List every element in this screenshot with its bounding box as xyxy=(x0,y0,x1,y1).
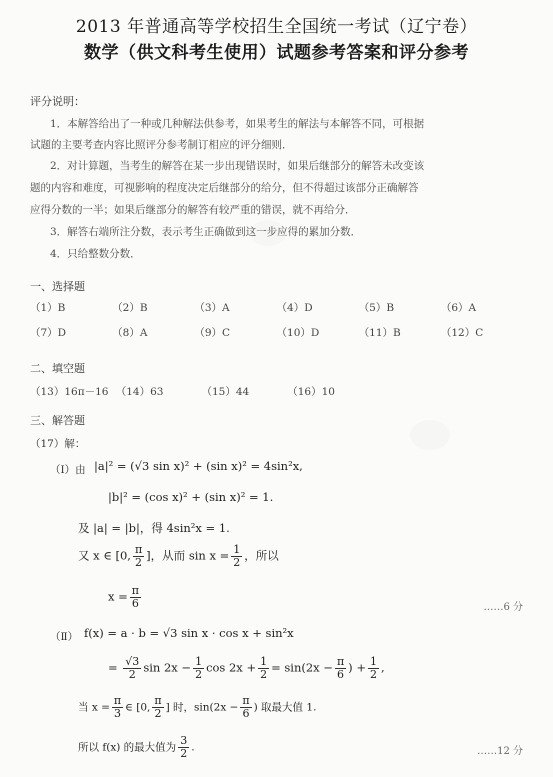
note-4: 4．只给整数分数． xyxy=(50,248,141,260)
answer-3: （3）A xyxy=(194,302,230,314)
fraction-3-over-2: $\frac{3}{2}$ xyxy=(180,734,188,760)
scan-smudge xyxy=(410,420,450,450)
answer-7: （7）D xyxy=(30,327,67,339)
answer-11: （11）B xyxy=(358,327,401,339)
question-17-label: （17）解： xyxy=(30,438,86,450)
fraction-1-over-2: $\frac{1}{2}$ xyxy=(369,655,377,681)
answer-row-2 xyxy=(30,325,523,340)
note-1-line-2: 试题的主要考查内容比照评分参考制订相应的评分细则． xyxy=(30,139,293,151)
fraction-pi-over-6: $\frac{\pi}{6}$ xyxy=(242,694,250,720)
equation-f-simplified: = $\frac{√3}{2}$ sin 2x − $\frac{1}{2}$ cos 2x + $\frac{1}{2}$ = sin(2x − $\frac{\pi}{6}$ ) + $\frac{1}{2}$ , xyxy=(108,655,385,681)
fraction-pi-over-2: $\frac{\pi}{2}$ xyxy=(134,543,143,569)
answer-6: （6）A xyxy=(440,302,477,314)
equation-x-range: 又 x ∈ [0, $\frac{\pi}{2}$ ]，从而 sin x = $\frac{1}{2}$ ，所以 xyxy=(78,543,279,569)
fraction-1-over-2: $\frac{1}{2}$ xyxy=(195,655,203,681)
equation-max-value: 所以 f(x) 的最大值为 $\frac{3}{2}$ . xyxy=(78,734,195,760)
fill-answer-16: （16）10 xyxy=(287,386,335,398)
fraction-pi-over-6: $\frac{\pi}{6}$ xyxy=(336,655,345,681)
answer-5: （5）B xyxy=(358,302,395,314)
section-2-heading: 二、填空题 xyxy=(30,362,85,375)
fill-answer-15: （15）44 xyxy=(201,386,250,398)
answer-4: （4）D xyxy=(276,302,313,314)
part-2-label: （Ⅱ） xyxy=(50,631,79,643)
fraction-pi-over-2: $\frac{\pi}{2}$ xyxy=(154,694,162,720)
answer-1: （1）B xyxy=(30,302,66,314)
note-3: 3．解答右端所注分数，表示考生正确做到这一步应得的累加分数． xyxy=(50,226,362,238)
section-1-heading: 一、选择题 xyxy=(30,280,85,293)
equation-x-solution: x = $\frac{\pi}{6}$ xyxy=(108,584,140,610)
answer-2: （2）B xyxy=(112,302,148,314)
answer-12: （12）C xyxy=(440,327,484,339)
fill-answer-14: （14）63 xyxy=(115,386,164,398)
fraction-1-over-2: $\frac{1}{2}$ xyxy=(233,543,241,569)
equation-b-squared: |b|² = (cos x)² + (sin x)² = 1. xyxy=(108,490,274,504)
fraction-1-over-2: $\frac{1}{2}$ xyxy=(260,655,268,681)
document-subtitle: 数学（供文科考生使用）试题参考答案和评分参考 xyxy=(84,43,469,63)
score-12: ……12 分 xyxy=(477,746,523,757)
fill-answer-row xyxy=(30,384,373,399)
answer-9: （9）C xyxy=(194,327,231,339)
fraction-sqrt3-over-2: $\frac{√3}{2}$ xyxy=(125,655,140,681)
equation-condition: 及 |a| = |b|，得 4sin²x = 1. xyxy=(78,521,230,535)
fraction-pi-over-6: $\frac{\pi}{6}$ xyxy=(131,584,140,610)
note-2-line-3: 应得分数的一半；如果后继部分的解答有较严重的错误，就不再给分． xyxy=(30,204,356,216)
answer-8: （8）A xyxy=(112,327,148,339)
answer-10: （10）D xyxy=(276,327,320,339)
note-1-line-1: 1．本解答给出了一种或几种解法供参考，如果考生的解法与本解答不同，可根据 xyxy=(50,118,425,130)
note-2-line-1: 2．对计算题，当考生的解答在某一步出现错误时，如果后继部分的解答未改变该 xyxy=(50,160,425,172)
notes-heading: 评分说明： xyxy=(30,95,85,108)
note-2-line-2: 题的内容和难度，可视影响的程度决定后继部分的给分，但不得超过该部分正确解答 xyxy=(30,182,419,194)
fraction-pi-over-3: $\frac{\pi}{3}$ xyxy=(113,694,122,720)
equation-a-squared: |a|² = (√3 sin x)² + (sin x)² = 4sin²x, xyxy=(94,459,303,473)
answer-row-1 xyxy=(30,300,523,315)
fill-answer-13: （13）16π－16 xyxy=(30,386,109,398)
score-6: ……6 分 xyxy=(483,602,523,613)
equation-f-definition: f(x) = a · b = √3 sin x · cos x + sin²x xyxy=(84,626,294,640)
part-1-label: （Ⅰ）由 xyxy=(50,464,86,476)
exam-title: 2013 年普通高等学校招生全国统一考试（辽宁卷） xyxy=(75,17,478,37)
equation-max-point: 当 x = $\frac{\pi}{3}$ ∈ [0, $\frac{\pi}{2}$ ] 时，sin(2x − $\frac{\pi}{6}$ ) 取最大值 1. xyxy=(78,694,317,720)
section-3-heading: 三、解答题 xyxy=(30,414,85,427)
